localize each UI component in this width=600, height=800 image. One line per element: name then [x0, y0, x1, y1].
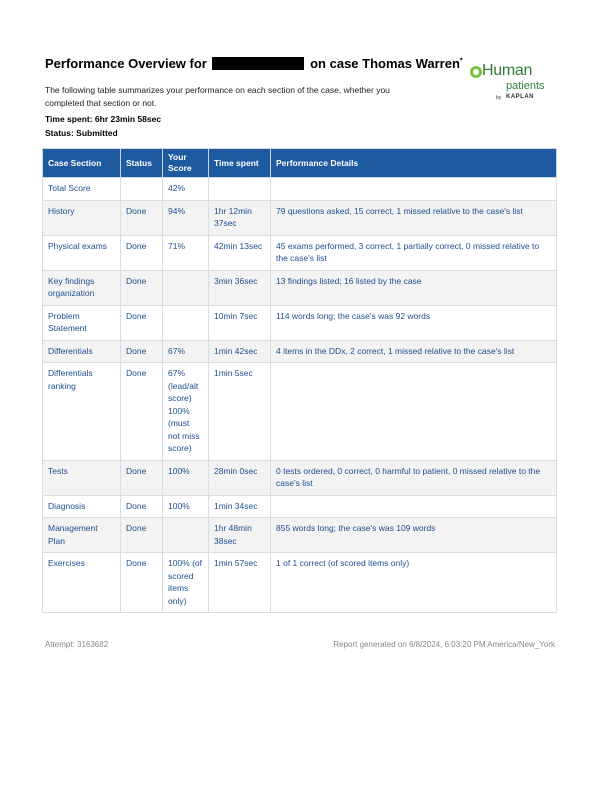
- cell-details: 855 words long; the case's was 109 words: [271, 518, 557, 553]
- header-case-section: Case Section: [43, 149, 121, 178]
- cell-status: Done: [121, 495, 163, 518]
- cell-details: 79 questions asked, 15 correct, 1 missed relative to the case's list: [271, 200, 557, 235]
- cell-status: Done: [121, 305, 163, 340]
- cell-details: 4 items in the DDx, 2 correct, 1 missed relative to the case's list: [271, 340, 557, 363]
- time-spent: Time spent: 6hr 23min 58sec: [45, 114, 162, 124]
- cell-status: Done: [121, 200, 163, 235]
- cell-status: Done: [121, 363, 163, 461]
- table-row: [43, 553, 557, 613]
- cell-details: [271, 178, 557, 201]
- cell-score: 94%: [163, 200, 209, 235]
- cell-status: Done: [121, 553, 163, 613]
- cell-time: 42min 13sec: [209, 235, 271, 270]
- cell-section: Differentials ranking: [43, 363, 121, 461]
- cell-time: 1min 42sec: [209, 340, 271, 363]
- cell-score: [163, 518, 209, 553]
- cell-section: Tests: [43, 460, 121, 495]
- attempt-id: Attempt: 3163682: [45, 640, 109, 649]
- cell-section: Differentials: [43, 340, 121, 363]
- cell-time: 1min 34sec: [209, 495, 271, 518]
- table-row: [43, 270, 557, 305]
- cell-details: 1 of 1 correct (of scored items only): [271, 553, 557, 613]
- title-suffix: on case Thomas Warren: [310, 56, 460, 71]
- cell-time: 10min 7sec: [209, 305, 271, 340]
- cell-time: 1hr 48min 38sec: [209, 518, 271, 553]
- header-performance-details: Performance Details: [271, 149, 557, 178]
- title-mark: *: [459, 57, 463, 65]
- status-text: Status: Submitted: [45, 128, 118, 138]
- cell-section: Key findings organization: [43, 270, 121, 305]
- report-generated: Report generated on 6/8/2024, 6:03:20 PM America/New_York: [333, 640, 555, 649]
- table-row: [43, 178, 557, 201]
- cell-section: Total Score: [43, 178, 121, 201]
- cell-time: [209, 178, 271, 201]
- cell-details: 0 tests ordered, 0 correct, 0 harmful to patient, 0 missed relative to the case's list: [271, 460, 557, 495]
- logo-human-text: Human: [482, 62, 533, 79]
- performance-table: [42, 148, 557, 613]
- cell-status: Done: [121, 518, 163, 553]
- title-prefix: Performance Overview for: [45, 56, 207, 71]
- table-row: [43, 340, 557, 363]
- cell-score: 67%: [163, 340, 209, 363]
- cell-time: 28min 0sec: [209, 460, 271, 495]
- header-your-score: Your Score: [163, 149, 209, 178]
- cell-time: 1min 57sec: [209, 553, 271, 613]
- cell-section: Physical exams: [43, 235, 121, 270]
- cell-score: 100% (of scored items only): [163, 553, 209, 613]
- redacted-name: [212, 57, 304, 70]
- table-row: [43, 305, 557, 340]
- table-row: [43, 363, 557, 461]
- cell-details: [271, 363, 557, 461]
- logo-by-text: by: [496, 95, 502, 101]
- page-title: [45, 56, 463, 71]
- cell-score: 71%: [163, 235, 209, 270]
- i-human-logo: [468, 62, 558, 108]
- cell-score: [163, 270, 209, 305]
- cell-section: Exercises: [43, 553, 121, 613]
- cell-score: 42%: [163, 178, 209, 201]
- cell-status: Done: [121, 340, 163, 363]
- table-row: [43, 518, 557, 553]
- cell-section: History: [43, 200, 121, 235]
- cell-score: 100%: [163, 460, 209, 495]
- cell-time: 3min 36sec: [209, 270, 271, 305]
- cell-status: [121, 178, 163, 201]
- cell-details: [271, 495, 557, 518]
- cell-details: 114 words long; the case's was 92 words: [271, 305, 557, 340]
- cell-section: Management Plan: [43, 518, 121, 553]
- header-status: Status: [121, 149, 163, 178]
- cell-score: 100%: [163, 495, 209, 518]
- cell-status: Done: [121, 235, 163, 270]
- header-time-spent: Time spent: [209, 149, 271, 178]
- table-row: [43, 495, 557, 518]
- cell-status: Done: [121, 460, 163, 495]
- table-row: [43, 200, 557, 235]
- cell-time: 1min 5sec: [209, 363, 271, 461]
- logo-patients-text: patients: [506, 80, 545, 92]
- cell-details: 45 exams performed, 3 correct, 1 partially correct, 0 missed relative to the case's list: [271, 235, 557, 270]
- cell-section: Diagnosis: [43, 495, 121, 518]
- cell-details: 13 findings listed; 16 listed by the case: [271, 270, 557, 305]
- intro-text: The following table summarizes your performance on each section of the case, whether you completed that section or not.: [45, 85, 390, 108]
- logo-ring-icon: [470, 66, 482, 78]
- cell-time: 1hr 12min 37sec: [209, 200, 271, 235]
- table-row: [43, 460, 557, 495]
- table-header-row: [43, 149, 557, 178]
- logo-kaplan-text: KAPLAN: [506, 94, 534, 100]
- cell-score: 67% (lead/alt score) 100% (must not miss score): [163, 363, 209, 461]
- cell-score: [163, 305, 209, 340]
- cell-section: Problem Statement: [43, 305, 121, 340]
- cell-status: Done: [121, 270, 163, 305]
- table-row: [43, 235, 557, 270]
